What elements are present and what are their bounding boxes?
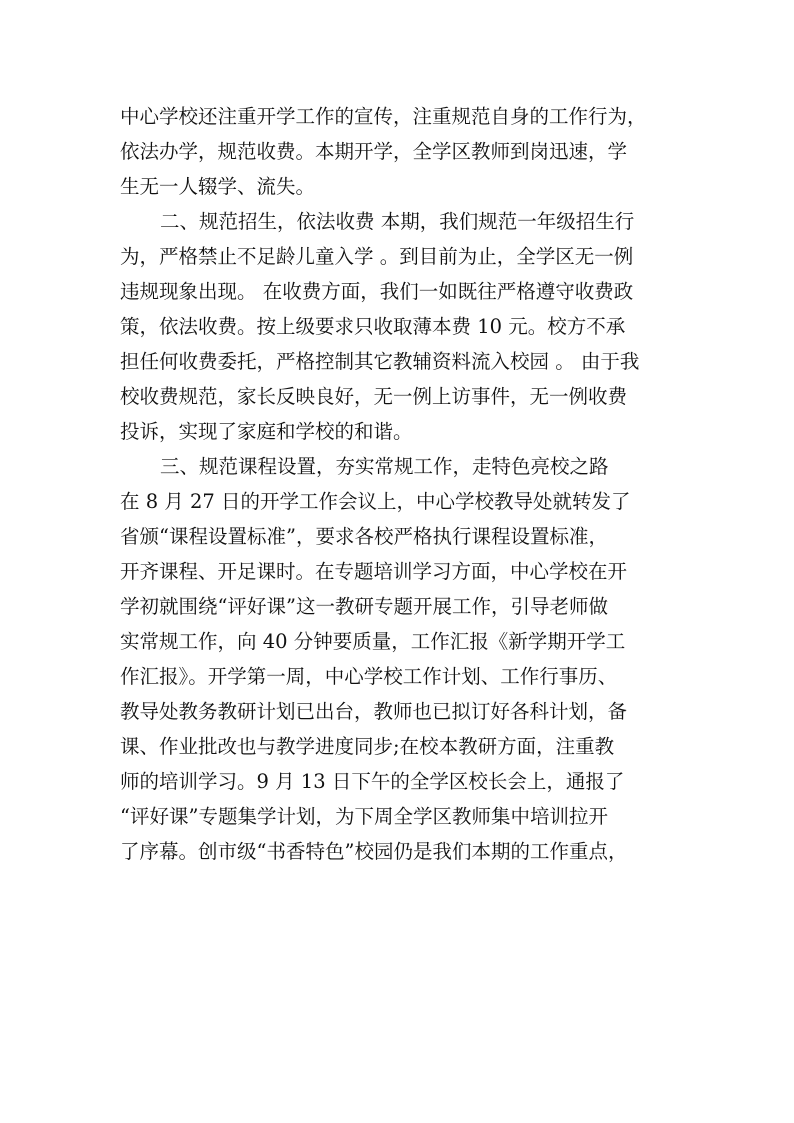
text-line: 了序幕。创市级“书香特色”校园仍是我们本期的工作重点， xyxy=(120,840,628,863)
text-line: 实常规工作，向 40 分钟要质量，工作汇报《新学期开学工 xyxy=(120,630,626,653)
section-heading-line: 二、规范招生，依法收费 本期，我们规范一年级招生行 xyxy=(160,210,635,233)
text-line: 教导处教务教研计划已出台，教师也已拟订好各科计划，备 xyxy=(120,700,628,723)
text-line: 师的培训学习。9 月 13 日下午的全学区校长会上，通报了 xyxy=(120,770,625,793)
text-line: 课、作业批改也与教学进度同步;在校本教研方面，注重教 xyxy=(120,735,615,758)
text-line: 作汇报》。开学第一周，中心学校工作计划、工作行事历、 xyxy=(120,665,618,688)
text-line: 中心学校还注重开学工作的宣传，注重规范自身的工作行为， xyxy=(120,105,647,128)
section-heading-line: 三、规范课程设置，夯实常规工作，走特色亮校之路 xyxy=(160,455,609,478)
text-line: 策，依法收费。按上级要求只收取薄本费 10 元。校方不承 xyxy=(120,315,626,338)
text-line: 担任何收费委托，严格控制其它教辅资料流入校园 。 由于我 xyxy=(120,350,640,373)
text-line: 开齐课程、开足课时。在专题培训学习方面，中心学校在开 xyxy=(120,560,628,583)
text-line: “评好课”专题集学计划，为下周全学区教师集中培训拉开 xyxy=(120,805,608,828)
text-line: 省颁“课程设置标准”，要求各校严格执行课程设置标准， xyxy=(120,525,608,548)
text-line: 在 8 月 27 日的开学工作会议上，中心学校教导处就转发了 xyxy=(120,490,631,513)
text-line: 违规现象出现。 在收费方面，我们一如既往严格遵守收费政 xyxy=(120,280,634,303)
text-line: 生无一人辍学、流失。 xyxy=(120,175,316,198)
text-line: 校收费规范，家长反映良好，无一例上访事件，无一例收费 xyxy=(120,385,628,408)
document-body xyxy=(120,99,680,869)
text-line: 学初就围绕“评好课”这一教研专题开展工作，引导老师做 xyxy=(120,595,608,618)
text-line: 为，严格禁止不足龄儿童入学 。到目前为止，全学区无一例 xyxy=(120,245,634,268)
text-line: 依法办学，规范收费。本期开学，全学区教师到岗迅速，学 xyxy=(120,140,628,163)
text-line: 投诉，实现了家庭和学校的和谐。 xyxy=(120,420,413,443)
